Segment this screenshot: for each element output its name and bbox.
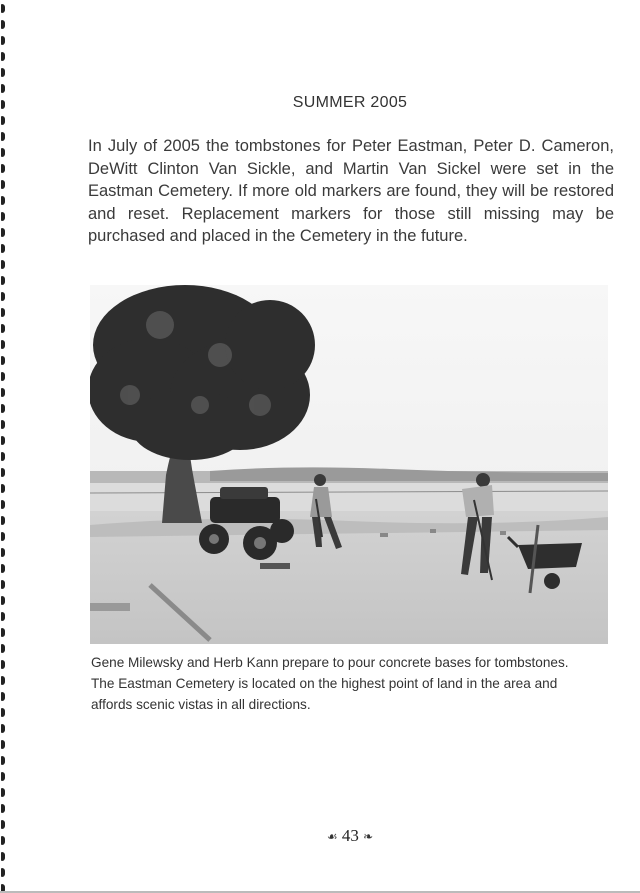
binding-ring xyxy=(1,548,5,557)
binding-ring xyxy=(1,564,5,573)
binding-ring xyxy=(1,788,5,797)
binding-ring xyxy=(1,516,5,525)
binding-ring xyxy=(1,612,5,621)
caption-line: The Eastman Cemetery is located on the highest point of land in the area and xyxy=(91,676,558,691)
binding-ring xyxy=(1,4,5,13)
binding-ring xyxy=(1,84,5,93)
binding-ring xyxy=(1,164,5,173)
binding-ring xyxy=(1,868,5,877)
spiral-binding xyxy=(0,0,10,893)
binding-ring xyxy=(1,420,5,429)
binding-ring xyxy=(1,340,5,349)
binding-ring xyxy=(1,292,5,301)
binding-ring xyxy=(1,804,5,813)
binding-ring xyxy=(1,724,5,733)
binding-ring xyxy=(1,212,5,221)
binding-ring xyxy=(1,852,5,861)
binding-ring xyxy=(1,324,5,333)
binding-ring xyxy=(1,196,5,205)
binding-ring xyxy=(1,756,5,765)
binding-ring xyxy=(1,36,5,45)
binding-ring xyxy=(1,52,5,61)
binding-ring xyxy=(1,116,5,125)
binding-ring xyxy=(1,532,5,541)
binding-ring xyxy=(1,276,5,285)
binding-ring xyxy=(1,772,5,781)
binding-ring xyxy=(1,660,5,669)
binding-ring xyxy=(1,644,5,653)
binding-ring xyxy=(1,356,5,365)
binding-ring xyxy=(1,244,5,253)
binding-ring xyxy=(1,388,5,397)
binding-ring xyxy=(1,692,5,701)
binding-ring xyxy=(1,676,5,685)
binding-ring xyxy=(1,404,5,413)
binding-ring xyxy=(1,468,5,477)
binding-ring xyxy=(1,436,5,445)
binding-ring xyxy=(1,308,5,317)
binding-ring xyxy=(1,596,5,605)
right-ornament-icon: ❧ xyxy=(363,829,374,844)
binding-ring xyxy=(1,452,5,461)
left-ornament-icon: ☙ xyxy=(326,829,338,844)
caption-line: affords scenic vistas in all directions. xyxy=(91,697,311,712)
photo-caption xyxy=(91,652,611,715)
binding-ring xyxy=(1,228,5,237)
binding-ring xyxy=(1,132,5,141)
caption-line: Gene Milewsky and Herb Kann prepare to pour concrete bases for tombstones. xyxy=(91,655,569,670)
page-heading: SUMMER 2005 xyxy=(292,94,408,111)
binding-ring xyxy=(1,500,5,509)
page-number-footer xyxy=(0,826,640,846)
body-paragraph: In July of 2005 the tombstones for Peter Eastman, Peter D. Cameron, DeWitt Clinton Van Sickle, and Martin Van Sickel were set in the Eastman Cemetery. If more old markers are found, they will be restored and reset. Replacement markers for those still missing may be purchased and placed in the Cemetery in the future. xyxy=(88,137,614,245)
binding-ring xyxy=(1,148,5,157)
binding-ring xyxy=(1,708,5,717)
binding-ring xyxy=(1,484,5,493)
binding-ring xyxy=(1,180,5,189)
binding-ring xyxy=(1,740,5,749)
binding-ring xyxy=(1,580,5,589)
binding-ring xyxy=(1,372,5,381)
binding-ring xyxy=(1,68,5,77)
binding-ring xyxy=(1,260,5,269)
page-number: 43 xyxy=(341,826,359,845)
binding-ring xyxy=(1,20,5,29)
binding-ring xyxy=(1,628,5,637)
cemetery-photo xyxy=(90,285,608,644)
